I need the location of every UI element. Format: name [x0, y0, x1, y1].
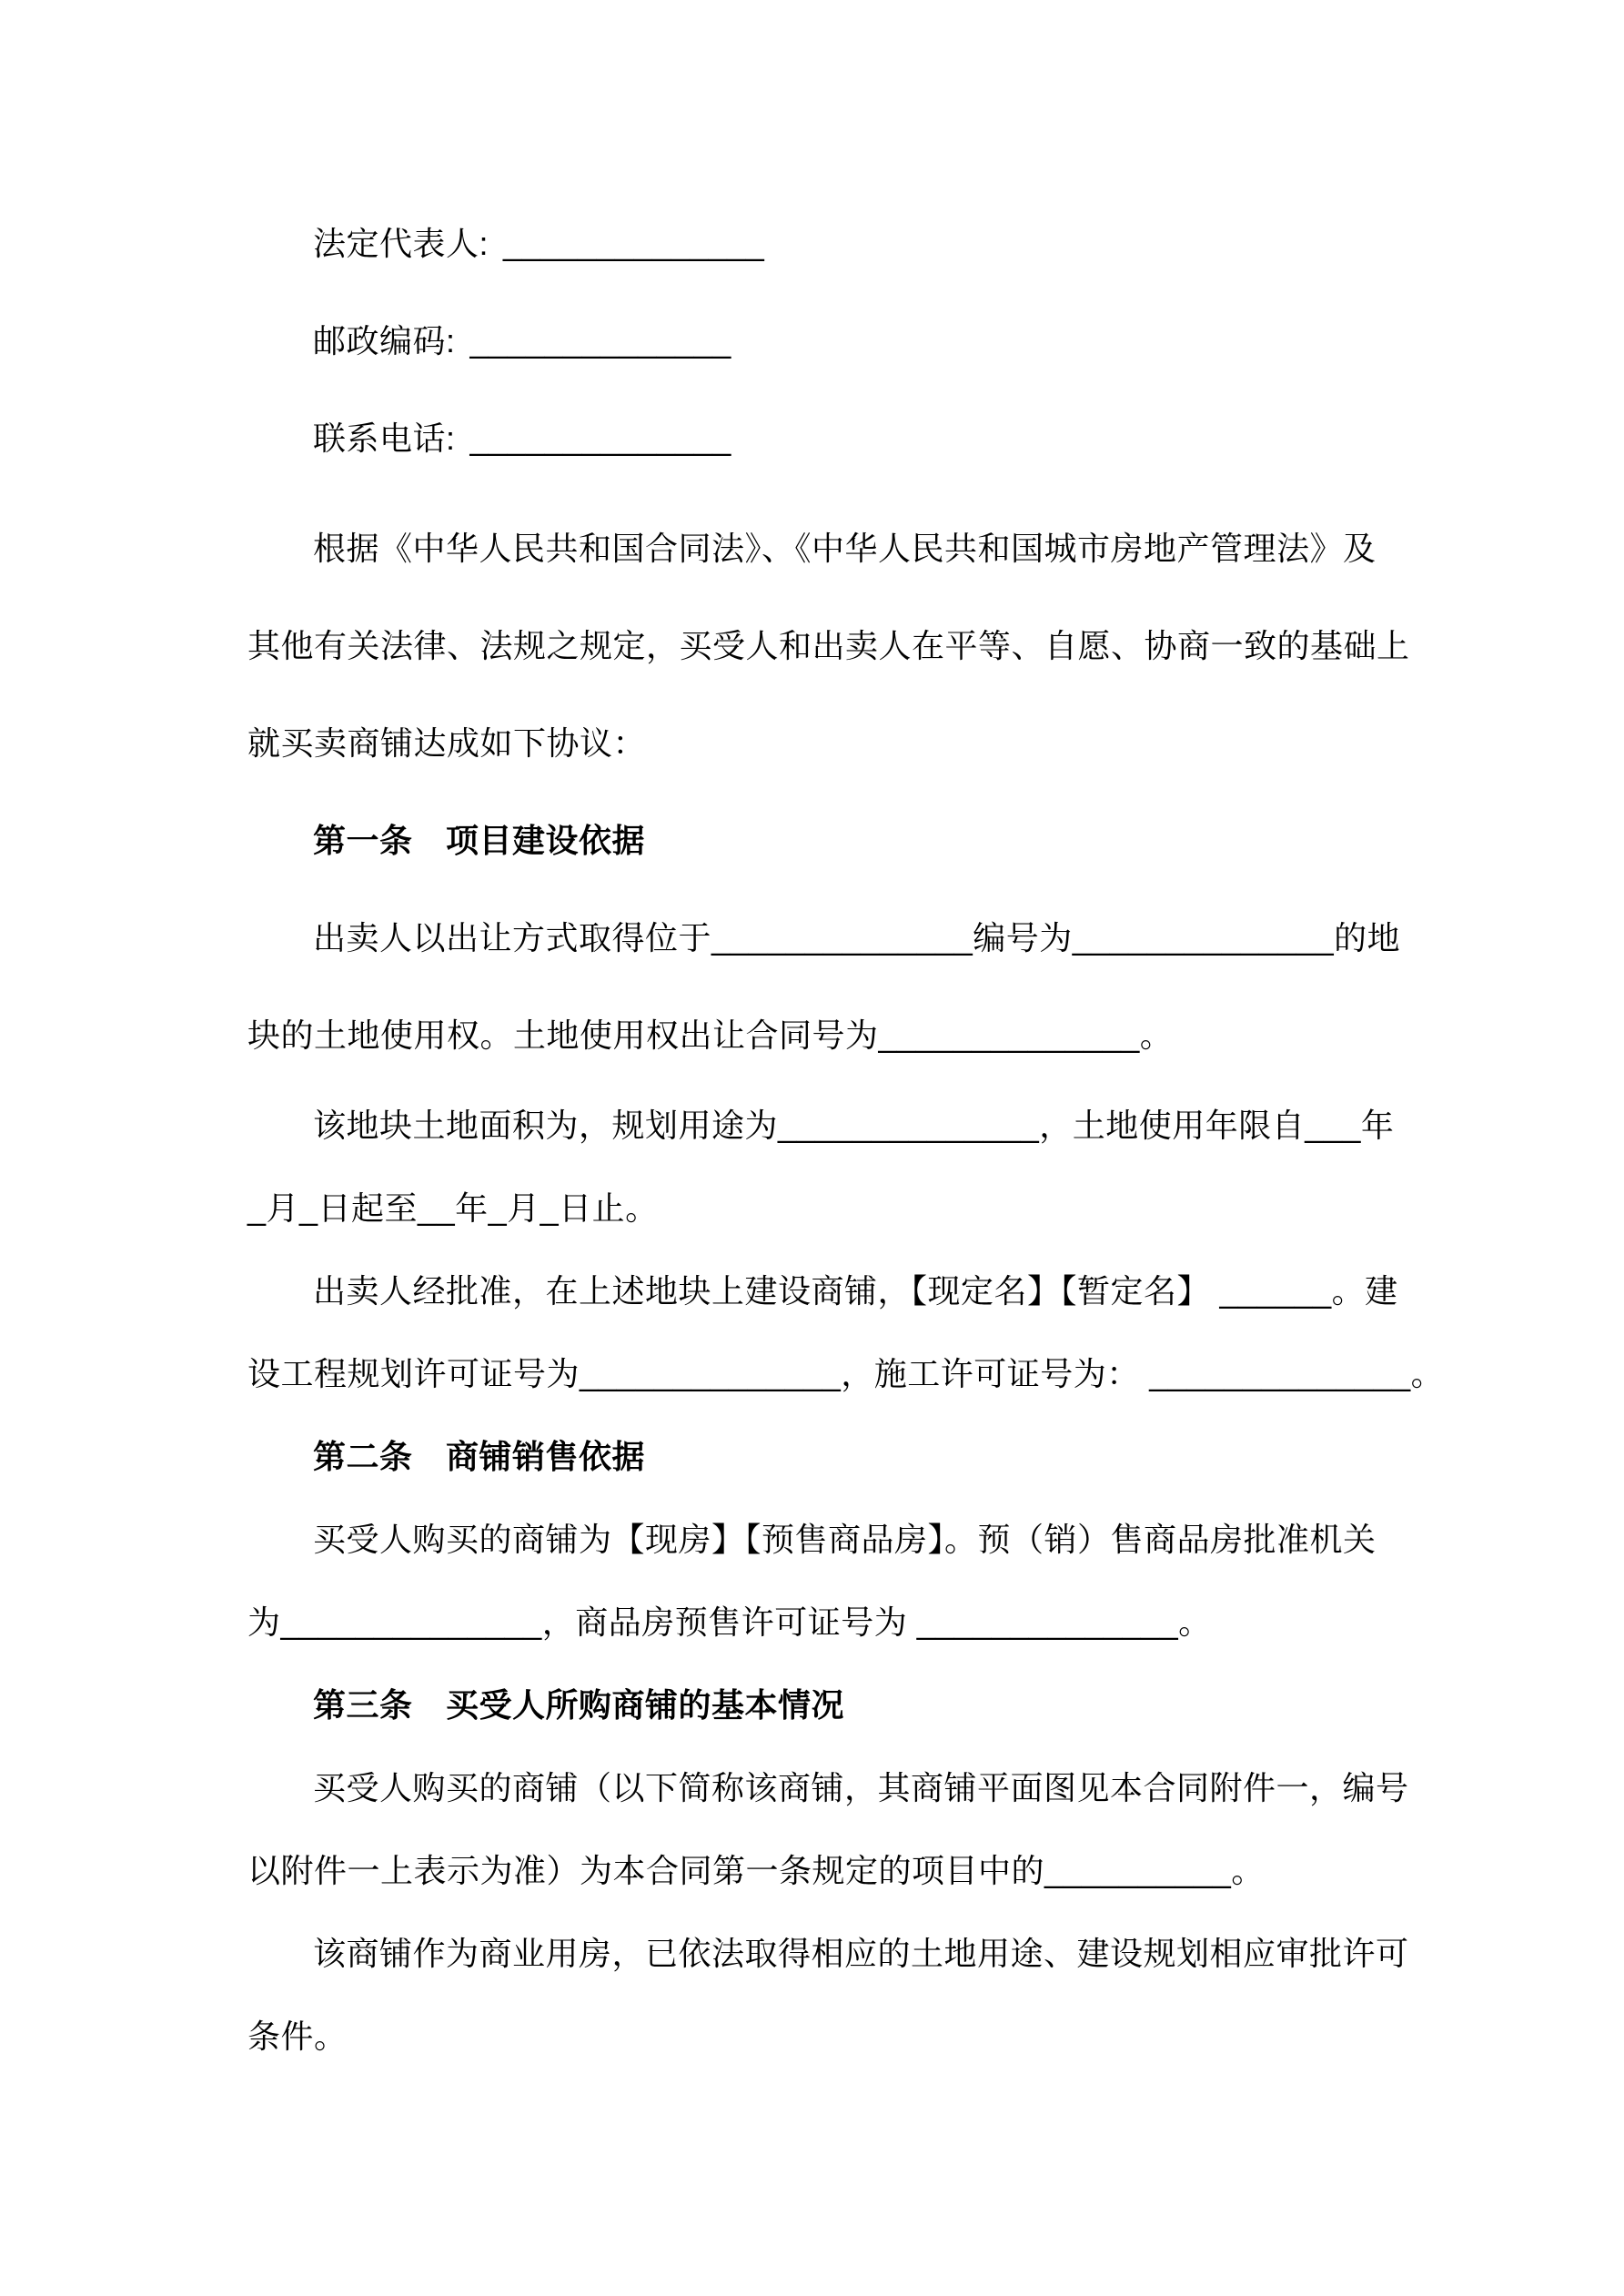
preamble-line-1: 根据《中华人民共和国合同法》、《中华人民共和国城市房地产管理法》及 [313, 530, 1377, 567]
article-3-section [247, 1664, 1442, 2078]
article-3-paragraph-2-line-2: 条件。 [247, 2018, 348, 2055]
article-2-section [247, 1415, 1442, 1664]
article-1-paragraph-1-line-1: 出卖人以出让方式取得位于______________编号为______________的地 [313, 919, 1401, 956]
postal-code-field [247, 292, 1442, 389]
legal-representative-label: 法定代表人: [313, 225, 489, 262]
article-3-heading: 第三条 买受人所购商铺的基本情况 [313, 1686, 845, 1724]
article-1-paragraph-3-line-1: 出卖人经批准，在上述地块上建设商铺，【现定名】【暂定名】 ______。建 [313, 1272, 1398, 1310]
article-1-paragraph-3-line-2: 设工程规划许可证号为______________，施工许可证号为： ______________。 [247, 1355, 1445, 1392]
preamble-section [247, 500, 1442, 792]
phone-label: 联系电话: [313, 420, 456, 457]
postal-code-label: 邮政编码: [313, 322, 456, 359]
article-1-paragraph-2-line-2: _月_日起至__年_月_日止。 [247, 1189, 659, 1227]
preamble-line-2: 其他有关法律、法规之规定，买受人和出卖人在平等、自愿、协商一致的基础上 [247, 627, 1410, 664]
article-3-paragraph-2-line-1: 该商铺作为商业用房，已依法取得相应的土地用途、建设规划相应审批许可 [313, 1935, 1409, 1972]
phone-field [247, 389, 1442, 487]
preamble-line-3: 就买卖商铺达成如下协议： [247, 724, 647, 762]
postal-code-blank: ______________ [469, 322, 731, 359]
article-1-heading: 第一条 项目建设依据 [313, 822, 646, 859]
article-3-paragraph-1-line-2: 以附件一上表示为准）为本合同第一条规定的项目中的__________。 [247, 1852, 1265, 1889]
phone-blank: ______________ [469, 420, 731, 457]
article-3-paragraph-1-line-1: 买受人购买的商铺（以下简称该商铺，其商铺平面图见本合同附件一，编号 [313, 1769, 1409, 1806]
article-2-paragraph-1-line-2: 为______________，商品房预售许可证号为 ______________。 [247, 1603, 1212, 1641]
article-1-paragraph-2-line-1: 该地块土地面积为，规划用途为______________，土地使用年限自___年 [313, 1107, 1395, 1144]
article-1-paragraph-1-line-2: 块的土地使用权。土地使用权出让合同号为______________。 [247, 1017, 1174, 1054]
article-2-paragraph-1-line-1: 买受人购买的商铺为【现房】【预售商品房】。预（销）售商品房批准机关 [313, 1521, 1377, 1558]
article-1-section [247, 792, 1445, 1415]
contact-fields-section [247, 195, 1442, 487]
legal-representative-blank: ______________ [503, 225, 765, 262]
article-2-heading: 第二条 商铺销售依据 [313, 1438, 646, 1475]
legal-representative-field [247, 195, 1442, 292]
